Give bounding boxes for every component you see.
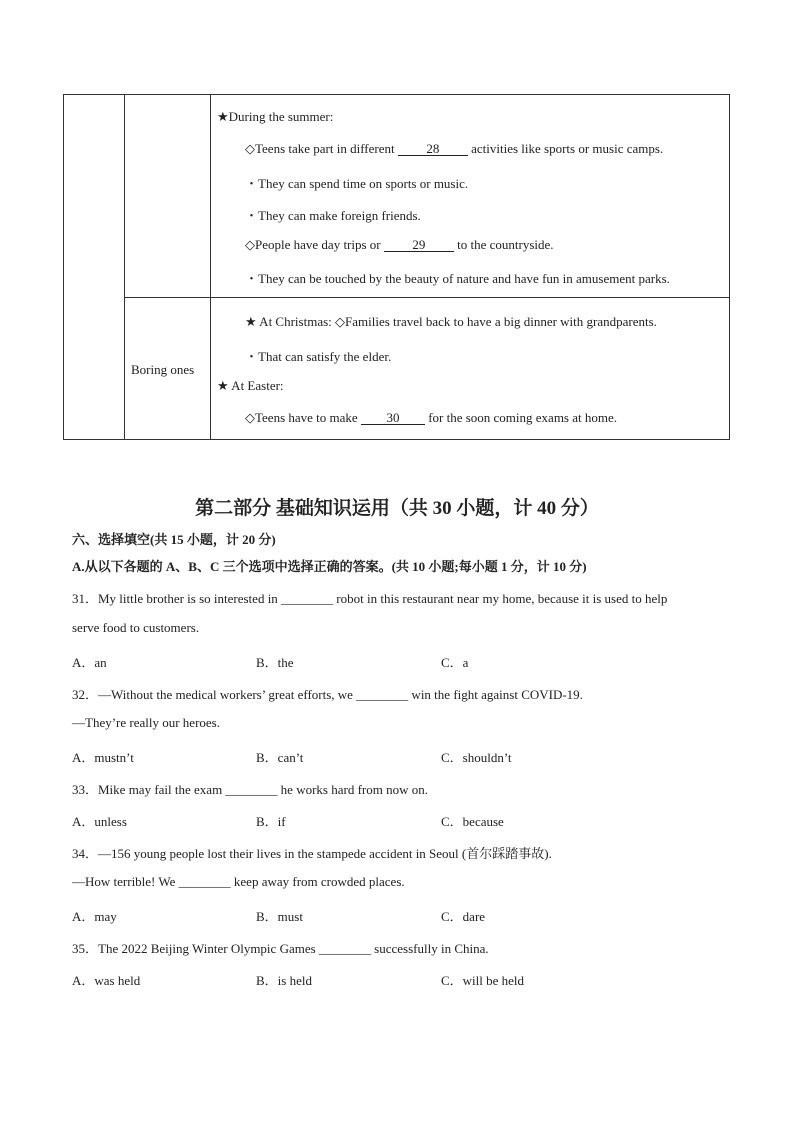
q34-option-a[interactable]: A．may bbox=[72, 909, 117, 924]
question-34: 34．—156 young people lost their lives in the stampede accident in Seoul (首尔踩踏事故). bbox=[72, 846, 552, 861]
table-line-29: ◇People have day trips or 29 to the countryside. bbox=[245, 237, 554, 252]
q35-option-c[interactable]: C．will be held bbox=[441, 973, 525, 988]
christmas-sub: ・That can satisfy the elder. bbox=[245, 349, 392, 364]
summer-header: ★During the summer: bbox=[217, 109, 334, 124]
question-34-cont: —How terrible! We ________ keep away from crowded places. bbox=[72, 874, 405, 889]
summer-sub-3: ・They can be touched by the beauty of nature and have fun in amusement parks. bbox=[245, 271, 670, 286]
q33-option-b[interactable]: B．if bbox=[256, 814, 286, 829]
q33-option-a[interactable]: A．unless bbox=[72, 814, 127, 829]
q35-option-a[interactable]: A．was held bbox=[72, 973, 141, 988]
table-line-28: ◇Teens take part in different 28 activities like sports or music camps. bbox=[245, 141, 664, 156]
question-31: 31．My little brother is so interested in ________ robot in this restaurant near my home, because it is used to help bbox=[72, 591, 668, 606]
summer-sub-1: ・They can spend time on sports or music. bbox=[245, 176, 469, 191]
section-6-heading: 六、选择填空(共 15 小题，计 20 分) bbox=[72, 532, 276, 547]
section-a-heading: A.从以下各题的 A、B、C 三个选项中选择正确的答案。(共 10 小题;每小题 1 分，计 10 分) bbox=[72, 559, 587, 574]
q31-option-c[interactable]: C．a bbox=[441, 655, 469, 670]
question-31-cont: serve food to customers. bbox=[72, 620, 200, 635]
q33-option-c[interactable]: C．because bbox=[441, 814, 504, 829]
blank-30[interactable]: 30 bbox=[361, 411, 425, 425]
q31-option-a[interactable]: A．an bbox=[72, 655, 107, 670]
blank-29[interactable]: 29 bbox=[384, 238, 454, 252]
table-divider-2 bbox=[210, 95, 211, 439]
christmas-line: ★ At Christmas: ◇Families travel back to have a big dinner with grandparents. bbox=[245, 314, 657, 329]
q32-option-a[interactable]: A．mustn’t bbox=[72, 750, 134, 765]
reading-table bbox=[63, 94, 730, 440]
blank-28[interactable]: 28 bbox=[398, 142, 468, 156]
summer-sub-2: ・They can make foreign friends. bbox=[245, 208, 421, 223]
table-divider-1 bbox=[124, 95, 125, 439]
q35-option-b[interactable]: B．is held bbox=[256, 973, 312, 988]
question-32: 32．—Without the medical workers’ great efforts, we ________ win the fight against COVID-19. bbox=[72, 687, 583, 702]
question-33: 33．Mike may fail the exam ________ he works hard from now on. bbox=[72, 782, 428, 797]
q32-option-b[interactable]: B．can’t bbox=[256, 750, 304, 765]
q34-option-c[interactable]: C．dare bbox=[441, 909, 486, 924]
question-32-cont: —They’re really our heroes. bbox=[72, 715, 220, 730]
part2-title: 第二部分 基础知识运用（共 30 小题，计 40 分） bbox=[195, 498, 599, 519]
q34-option-b[interactable]: B．must bbox=[256, 909, 303, 924]
table-line-30: ◇Teens have to make 30 for the soon coming exams at home. bbox=[245, 410, 618, 425]
q31-option-b[interactable]: B．the bbox=[256, 655, 294, 670]
q32-option-c[interactable]: C．shouldn’t bbox=[441, 750, 512, 765]
table-row-divider bbox=[124, 297, 729, 298]
question-35: 35．The 2022 Beijing Winter Olympic Games ________ successfully in China. bbox=[72, 941, 489, 956]
easter-header: ★ At Easter: bbox=[217, 378, 284, 393]
boring-ones-label: Boring ones bbox=[131, 362, 195, 377]
